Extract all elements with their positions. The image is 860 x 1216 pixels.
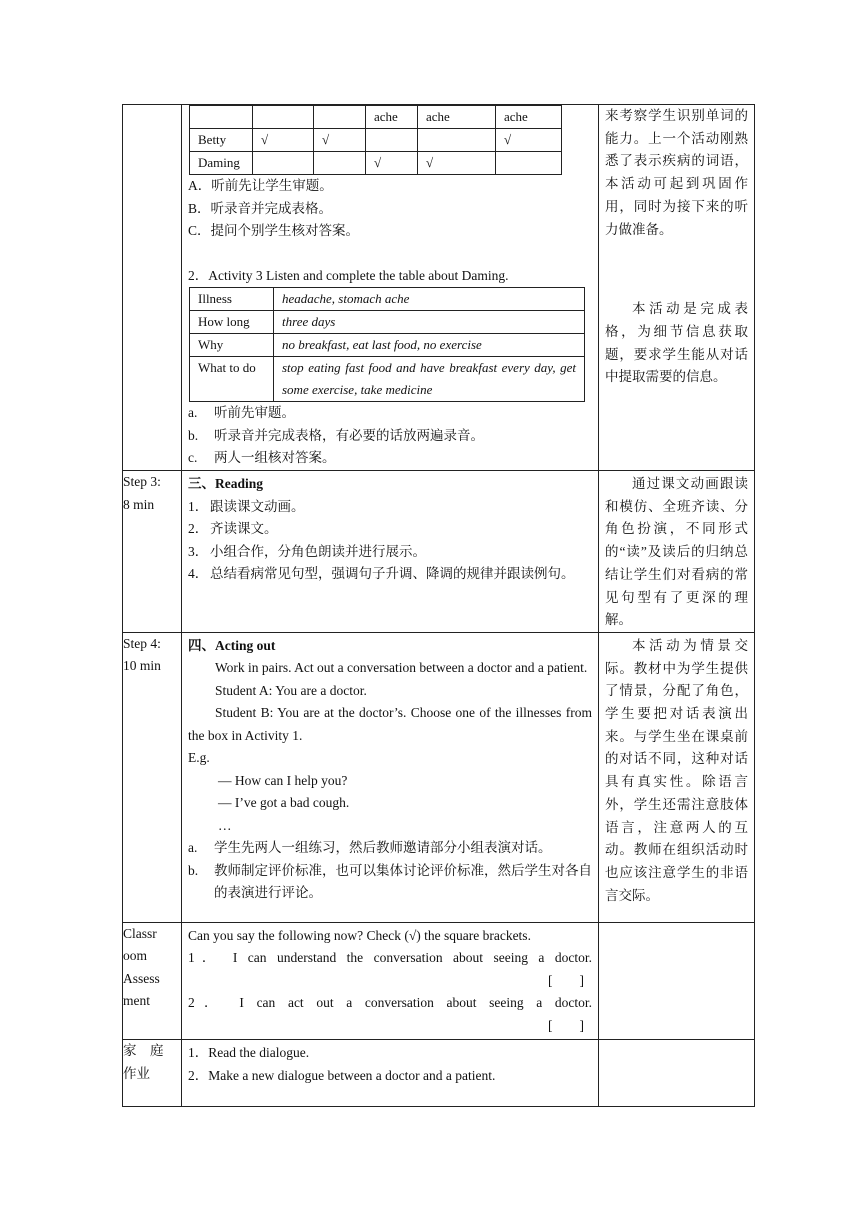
homework-note-cell [599,1040,755,1107]
step-label: Step 4: [123,635,161,651]
step2-row [123,105,755,471]
step-label: Step 3: [123,474,161,489]
dialogue-line: — How can I help you? [218,772,348,788]
step3-label-cell [123,471,182,633]
dialogue-line: — I’ve got a bad cough. [218,795,350,811]
assessment-row [123,922,755,1040]
homework-item: 2．Make a new dialogue between a doctor and a patient. [188,1067,496,1083]
step4-note-cell [599,632,755,922]
check-cell [253,152,314,175]
table-row [190,152,562,175]
step4-row [123,632,755,922]
note-text: 本活动是完成表格，为细节信息获取题，要求学生能从对话中提取需要的信息。 [605,301,748,385]
row-value: three days [274,311,585,334]
step-time: 8 min [123,496,155,512]
check-cell: √ [418,152,496,175]
assessment-item: 2． I can act out a conversation about seeing a doctor. [188,995,592,1011]
list-item: b. 听录音并完成表格，有必要的话放两遍录音。 [188,427,484,443]
row-label: Why [190,334,274,357]
note-text: 通过课文动画跟读和模仿、全班齐读、分角色扮演，不同形式的“读”及读后的归纳总结让学生们对看病的常见句型有了更深的理解。 [605,476,748,628]
table-row [190,311,585,334]
step2-content-cell [182,105,599,471]
list-item: a. 学生先两人一组练习，然后教师邀请部分小组表演对话。 [188,840,552,856]
label-line: 家 庭 [123,1043,164,1059]
list-item: 3． 小组合作，分角色朗读并进行展示。 [188,543,426,559]
step-text: C．提问个别学生核对答案。 [188,223,360,238]
dialogue-line: … [218,817,232,833]
label-line: Assess [123,970,160,986]
label-line: ment [123,993,150,1009]
homework-item: 1．Read the dialogue. [188,1045,310,1061]
check-cell [314,152,366,175]
paragraph: Student A: You are a doctor. [215,682,367,698]
assessment-intro: Can you say the following now? Check (√) the square brackets. [188,927,531,943]
table-row [190,334,585,357]
lesson-plan-table [122,104,755,1107]
step-time: 10 min [123,658,161,674]
paragraph: Work in pairs. Act out a conversation between a doctor and a patient. [215,660,588,676]
example-label: E.g. [188,750,210,766]
header-cell: ache [496,106,562,129]
daming-table [189,287,585,402]
list-item: 2． 齐读课文。 [188,521,278,536]
row-value: stop eating fast food and have breakfast every day, get some exercise, take medicine [274,357,585,402]
note-text: 来考察学生识别单词的能力。上一个活动刚熟悉了表示疾病的词语，本活动可起到巩固作用，同时为接下来的听力做准备。 [605,108,748,237]
step4-label-cell [123,632,182,922]
check-cell: √ [253,129,314,152]
label-line: 作业 [123,1065,150,1081]
row-name: Daming [190,152,253,175]
assessment-note-cell [599,922,755,1040]
assessment-item: 1． I can understand the conversation about seeing a doctor. [188,950,592,966]
section-title: 三、Reading [188,476,264,491]
step2-label-cell [123,105,182,471]
list-item: 1． 跟读课文动画。 [188,498,305,514]
table-row [190,288,585,311]
note-text: 本活动为情景交际。教材中为学生提供了情景，分配了角色，学生要把对话表演出来。与学生坐在课桌前的对话不同，这种对话具有真实性。除语言外，学生还需注意肢体语言，注意两人的互动。教师在组织活动时也应该注意学生的非语言交际。 [605,637,748,903]
assessment-content-cell [182,922,599,1040]
step3-row [123,471,755,633]
section-title: 四、Acting out [188,637,276,653]
header-cell [314,106,366,129]
step3-content-cell [182,471,599,633]
homework-content-cell [182,1040,599,1107]
list-item: c. 两人一组核对答案。 [188,450,336,465]
paragraph: Student B: You are at the doctor’s. Choose one of the illnesses from the box in Activity 1. [188,705,592,743]
table-row [190,357,585,402]
row-value: headache, stomach ache [274,288,585,311]
symptom-table [189,105,562,175]
header-cell: ache [418,106,496,129]
check-bracket[interactable]: [ ] [548,972,584,988]
header-cell: ache [366,106,418,129]
row-value: no breakfast, eat last food, no exercise [274,334,585,357]
step-text: A．听前先让学生审题。 [188,178,333,193]
check-cell [496,152,562,175]
check-cell [418,129,496,152]
activity3-title: 2．Activity 3 Listen and complete the table about Daming. [188,267,509,283]
table-row [190,129,562,152]
step2-note-cell [599,105,755,471]
row-label: How long [190,311,274,334]
check-cell: √ [314,129,366,152]
step3-note-cell [599,471,755,633]
step-text: B．听录音并完成表格。 [188,200,333,216]
list-item: b. 教师制定评价标准，也可以集体讨论评价标准，然后学生对各自的表演进行评论。 [188,862,592,901]
list-item: a. 听前先审题。 [188,405,295,420]
check-cell: √ [366,152,418,175]
assessment-label-cell [123,922,182,1040]
row-name: Betty [190,129,253,152]
check-cell [366,129,418,152]
check-cell: √ [496,129,562,152]
label-line: oom [123,948,148,964]
header-cell [190,106,253,129]
row-label: What to do [190,357,274,402]
homework-row [123,1040,755,1107]
row-label: Illness [190,288,274,311]
check-bracket[interactable]: [ ] [548,1017,584,1033]
header-cell [253,106,314,129]
symptom-table-header [190,106,562,129]
homework-label-cell [123,1040,182,1107]
step4-content-cell [182,632,599,922]
list-item: 4． 总结看病常见句型，强调句子升调、降调的规律并跟读例句。 [188,566,575,581]
label-line: Classr [123,925,157,941]
